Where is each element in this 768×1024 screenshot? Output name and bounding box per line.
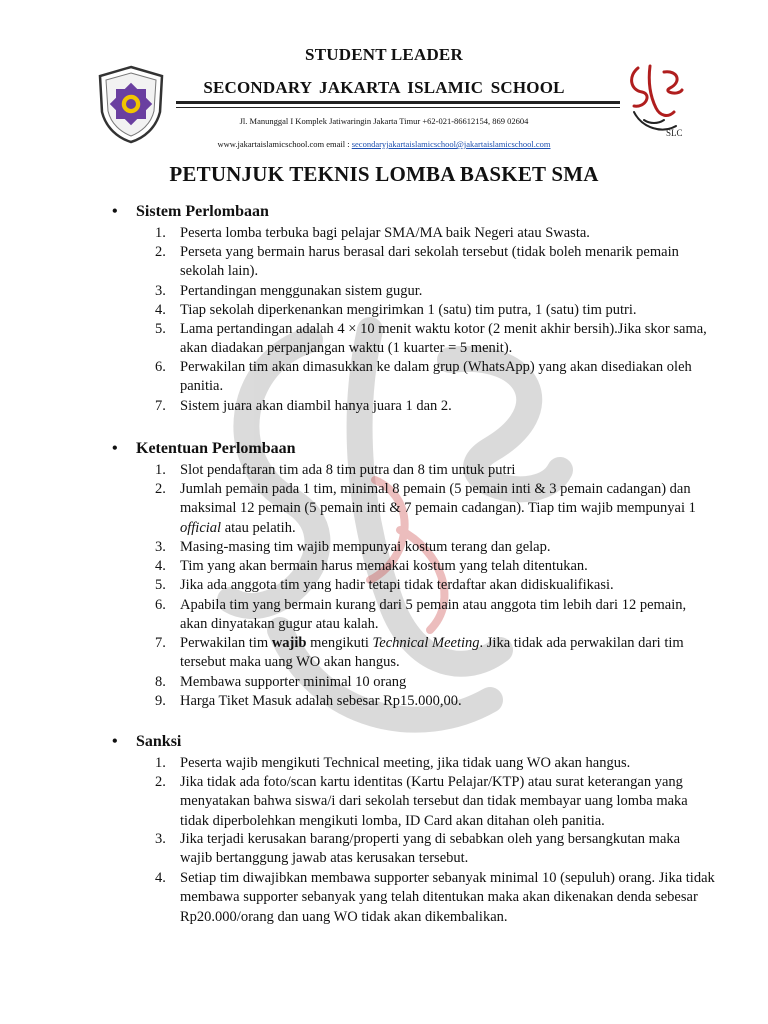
list-item-text-part: official (180, 519, 222, 536)
list-item-text (180, 830, 715, 869)
list-item-text-part: . Jika tidak ada perwakilan dari tim tersebut maka uang WO akan hangus. (180, 635, 684, 671)
list-item-text (180, 480, 715, 538)
list-item-text-part: Sistem juara akan diambil hanya juara 1 dan 2. (180, 398, 452, 414)
email-link[interactable]: secondaryjakartaislamicschool@jakartaislamicschool.com (351, 139, 551, 149)
list-item-text-part: wajib (271, 635, 307, 651)
list-item-number: 1. (155, 462, 166, 478)
list-item-text (180, 754, 715, 773)
list-item-text-part: mengikuti (306, 635, 373, 651)
list-item-text (180, 634, 715, 673)
list-item-text (180, 358, 715, 397)
org-name-line2: SECONDARY JAKARTA ISLAMIC SCHOOL (203, 78, 565, 97)
list-item-text (180, 538, 715, 557)
list-item-number: 1. (155, 755, 166, 771)
list-item (155, 282, 715, 301)
list-item (155, 538, 715, 557)
address-line: Jl. Manunggal I Komplek Jatiwaringin Jakarta Timur +62-021-86612154, 869 02604 (239, 116, 529, 126)
section-heading (112, 203, 269, 221)
list-item-number: 7. (155, 635, 166, 651)
list-item-number: 3. (155, 831, 166, 847)
list-item-number: 3. (155, 539, 166, 555)
list-item-text (180, 301, 715, 320)
bullet-icon: • (112, 733, 118, 750)
list-item-number: 2. (155, 481, 166, 497)
student-leader-logo (620, 62, 690, 140)
right-logo-text: SLC (666, 128, 683, 138)
list-item (155, 830, 715, 869)
list-item (155, 634, 715, 673)
list-item-text (180, 576, 715, 595)
list-item-number: 5. (155, 321, 166, 337)
list-item (155, 320, 715, 359)
list-item-text (180, 224, 715, 243)
header-divider-thick (176, 101, 620, 104)
list-item-text-part: Tim yang akan bermain harus memakai kostum yang telah ditentukan. (180, 558, 588, 574)
header-divider-thin (176, 107, 620, 108)
list-item-text-part: Peserta lomba terbuka bagi pelajar SMA/MA baik Negeri atau Swasta. (180, 225, 590, 241)
list-item-text (180, 282, 715, 301)
list-item-number: 7. (155, 398, 166, 414)
list-item (155, 869, 715, 927)
list-item-text-part: Pertandingan menggunakan sistem gugur. (180, 283, 423, 299)
list-item (155, 243, 715, 282)
list-item (155, 754, 715, 773)
list-item (155, 480, 715, 538)
section-title: Sistem Perlombaan (136, 203, 269, 220)
list-item-number: 3. (155, 283, 166, 299)
list-item-text (180, 596, 715, 635)
list-item-number: 2. (155, 244, 166, 260)
list-item-text (180, 673, 715, 692)
school-crest-logo (96, 64, 166, 144)
bullet-icon: • (112, 203, 118, 220)
list-item (155, 596, 715, 635)
list-item-number: 4. (155, 558, 166, 574)
list-item-text-part: Perwakilan tim (180, 635, 272, 651)
list-item (155, 576, 715, 595)
list-item (155, 358, 715, 397)
list-item-number: 5. (155, 577, 166, 593)
list-item (155, 461, 715, 480)
section-title: Sanksi (136, 733, 182, 750)
list-item-text-part: atau pelatih. (221, 519, 296, 536)
section-title: Ketentuan Perlombaan (136, 440, 296, 457)
bullet-icon: • (112, 440, 118, 457)
list-item-text (180, 692, 715, 711)
list-item-text-part: Technical Meeting (372, 635, 480, 651)
list-item-text-part: Slot pendaftaran tim ada 8 tim putra dan 8 tim untuk putri (180, 462, 516, 478)
list-item-text-part: Peserta wajib mengikuti Technical meeting, jika tidak uang WO akan hangus. (180, 755, 631, 771)
list-item-text (180, 773, 715, 831)
list-item-number: 6. (155, 359, 166, 375)
list-item (155, 773, 715, 831)
list-item-text-part: Harga Tiket Masuk adalah sebesar Rp15.000,00. (180, 693, 462, 709)
list-item-text-part: Membawa supporter minimal 10 orang (180, 674, 407, 690)
list-item-text (180, 557, 715, 576)
list-item-number: 4. (155, 870, 166, 886)
list-item (155, 673, 715, 692)
list-item-text-part: Jika terjadi kerusakan barang/properti yang di sebabkan oleh yang bersangkutan maka wajib bertanggung jawab atas kerusakan tersebut. (180, 831, 681, 867)
list-item (155, 557, 715, 576)
org-name-line1: STUDENT LEADER (305, 45, 463, 64)
section-heading (112, 440, 296, 458)
list-item (155, 301, 715, 320)
website-text: www.jakartaislamicschool.com email : (217, 139, 352, 149)
list-item-text (180, 869, 715, 927)
document-title: PETUNJUK TEKNIS LOMBA BASKET SMA (169, 162, 599, 186)
list-item-text (180, 397, 715, 416)
list-item-number: 2. (155, 774, 166, 790)
list-item-text (180, 243, 715, 282)
list-item-number: 4. (155, 302, 166, 318)
list-item-number: 9. (155, 693, 166, 709)
list-item-text-part: Apabila tim yang bermain kurang dari 5 pemain atau anggota tim lebih dari 12 pemain, akan dinyatakan gugur atau kalah. (180, 597, 687, 633)
list-item-text-part: Lama pertandingan adalah 4 × 10 menit waktu kotor (2 menit akhir bersih).Jika skor sama, akan diadakan perpanjangan waktu (1 kuarter = 5 menit). (180, 321, 707, 357)
list-item (155, 692, 715, 711)
contact-line (0, 139, 768, 149)
list-item-number: 8. (155, 674, 166, 690)
list-item-text-part: Tiap sekolah diperkenankan mengirimkan 1 (satu) tim putra, 1 (satu) tim putri. (180, 302, 637, 318)
list-item-text-part: Perwakilan tim akan dimasukkan ke dalam grup (WhatsApp) yang akan disediakan oleh panitia. (180, 359, 692, 395)
list-item (155, 224, 715, 243)
list-item-text-part: Jika ada anggota tim yang hadir tetapi tidak terdaftar akan didiskualifikasi. (180, 577, 614, 593)
list-item-number: 1. (155, 225, 166, 241)
list-item-text-part: Jumlah pemain pada 1 tim, minimal 8 pemain (5 pemain inti & 3 pemain cadangan) dan maksimal 12 pemain (5 pemain inti & 7 pemain cadangan). Tiap tim wajib mempunyai 1 (180, 481, 696, 517)
list-item-text-part: Perseta yang bermain harus berasal dari sekolah tersebut (tidak boleh menarik pemain sekolah lain). (180, 244, 679, 280)
list-item-text-part: Jika tidak ada foto/scan kartu identitas (Kartu Pelajar/KTP) atau surat keterangan yang menyatakan bahwa siswa/i dari sekolah tersebut dan tidak membayar uang lomba maka tidak diperbolehkan mengikuti lomba, ID Card akan ditahan oleh panitia. (180, 774, 688, 829)
section-heading (112, 733, 181, 751)
list-item-text (180, 320, 715, 359)
list-item (155, 397, 715, 416)
list-item-text-part: Masing-masing tim wajib mempunyai kostum terang dan gelap. (180, 539, 551, 555)
list-item-number: 6. (155, 597, 166, 613)
list-item-text-part: Setiap tim diwajibkan membawa supporter sebanyak minimal 10 (sepuluh) orang. Jika tidak membawa supporter sebanyak yang telah ditentukan maka akan dikenakan denda sebesar Rp20.000/orang dan uang WO tidak akan dikembalikan. (180, 870, 715, 925)
list-item-text (180, 461, 715, 480)
